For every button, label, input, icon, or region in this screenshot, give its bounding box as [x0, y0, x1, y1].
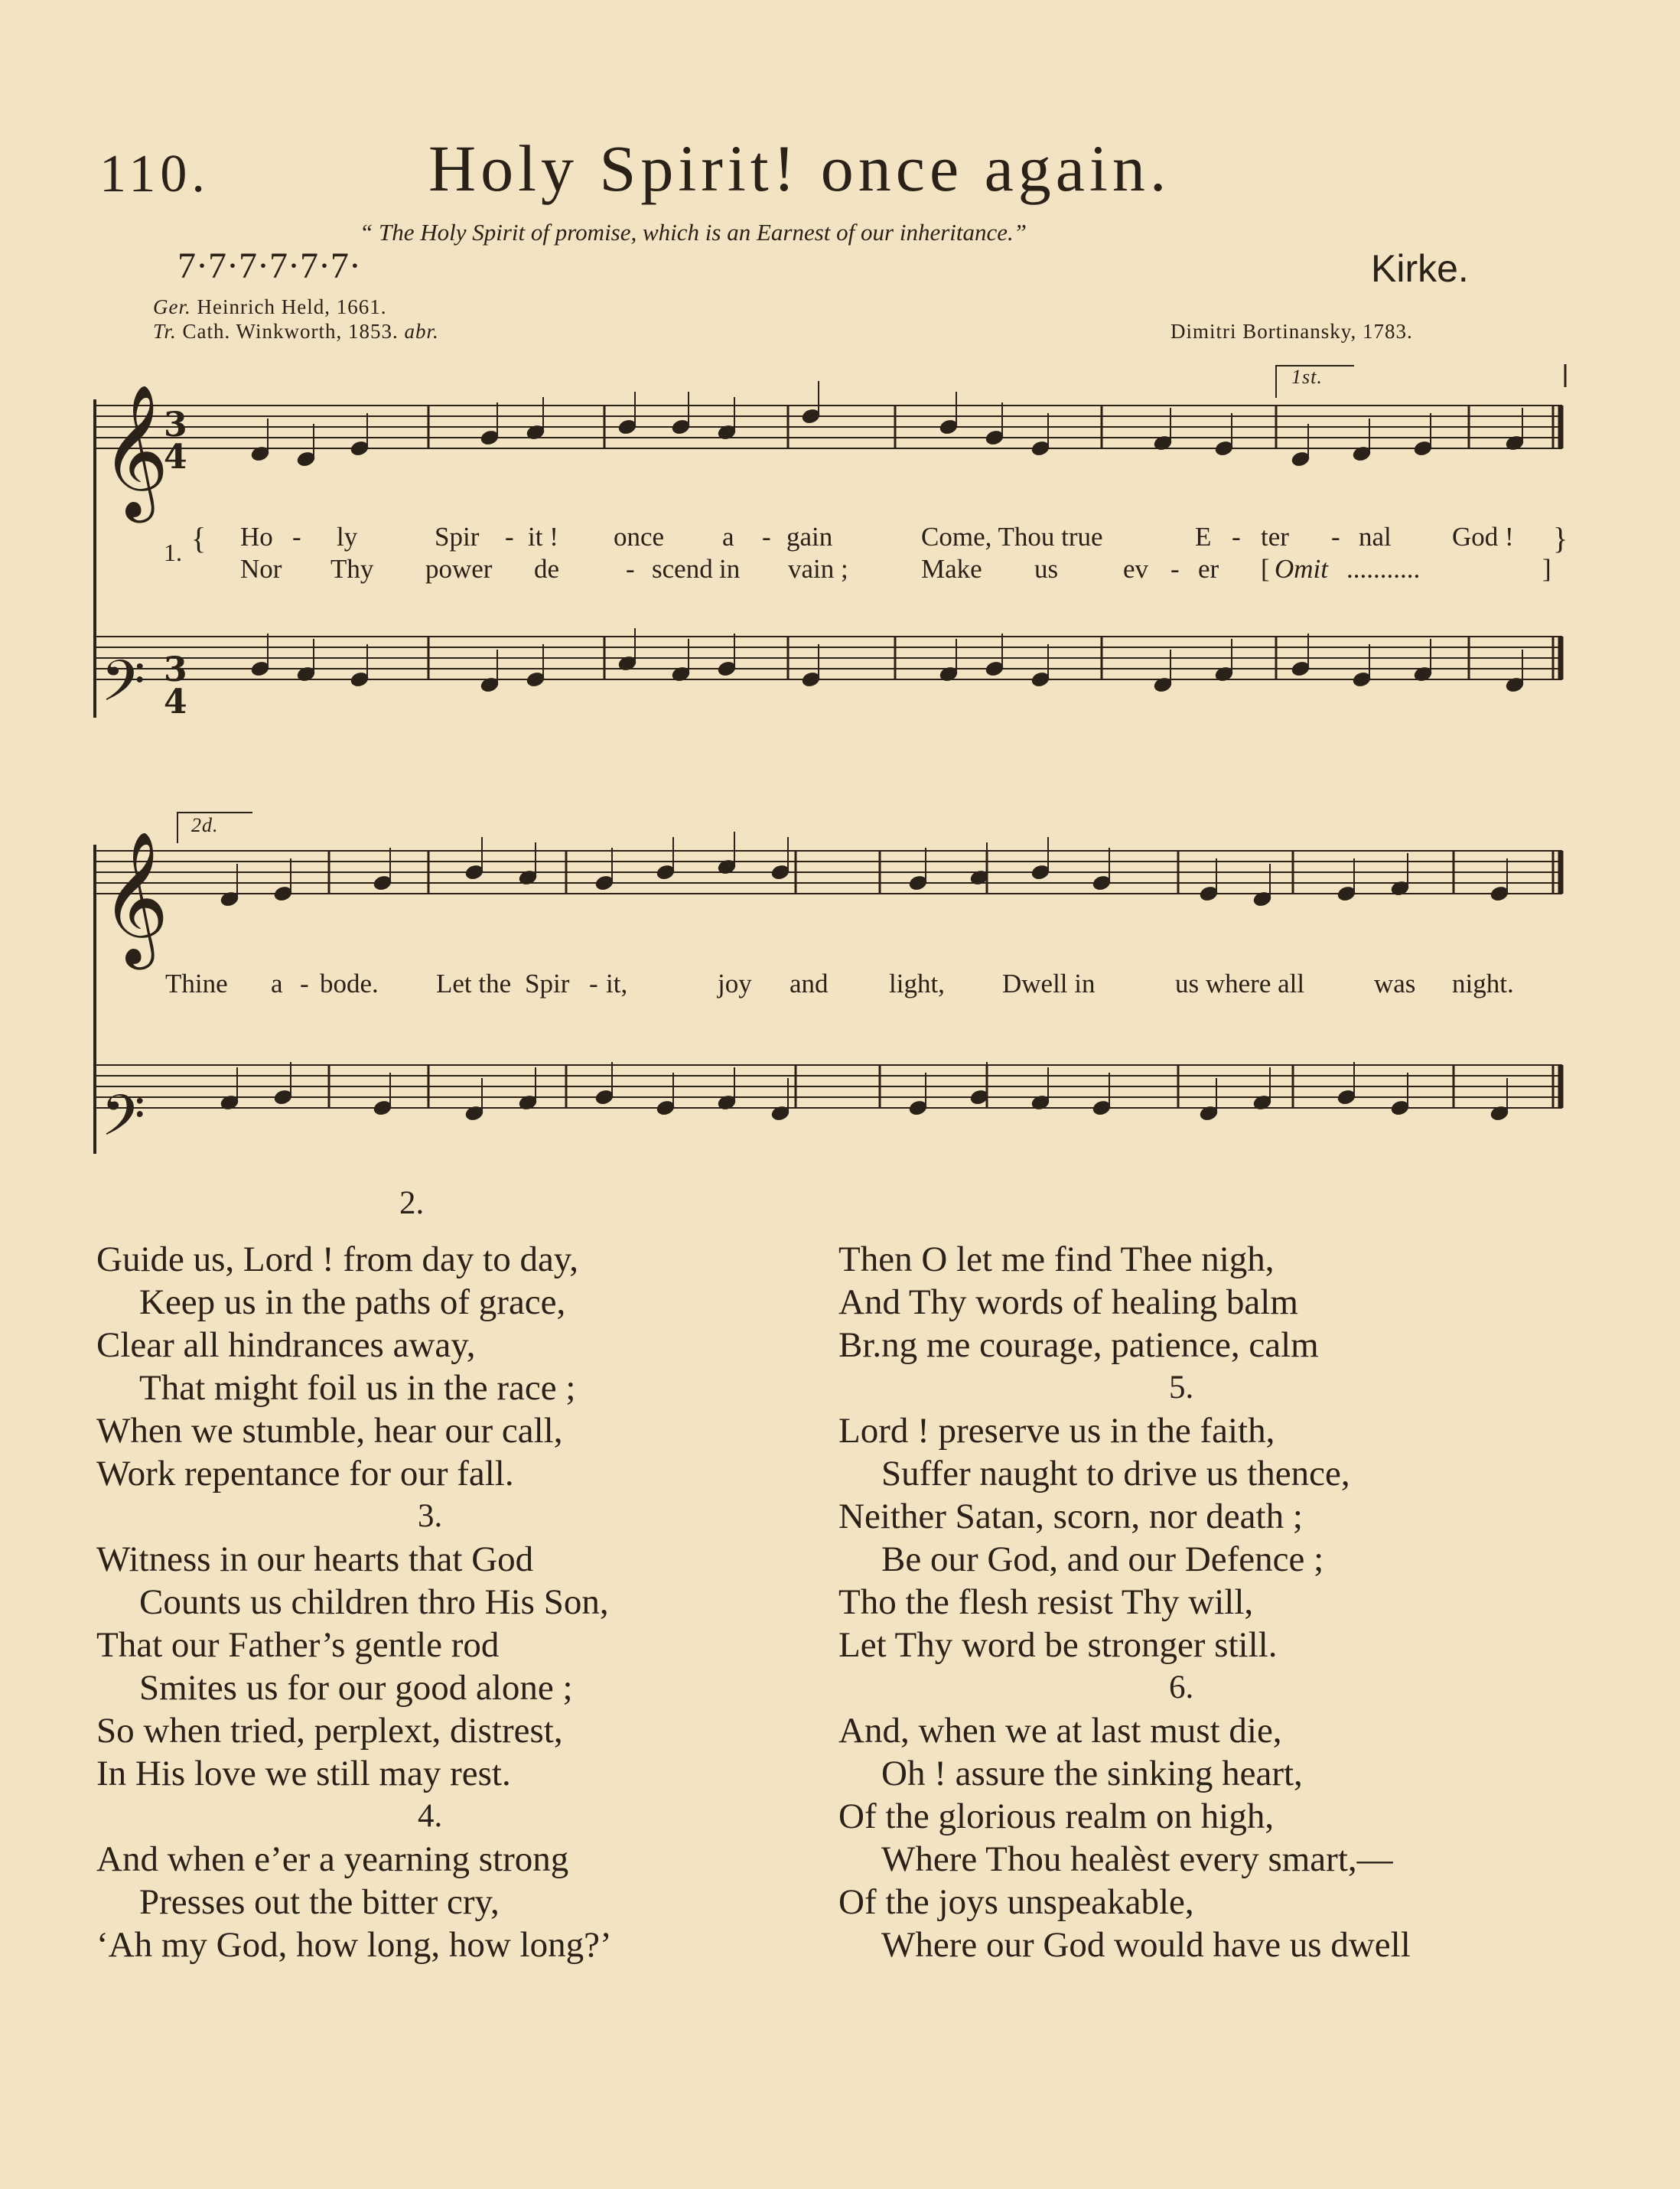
- tr-note: abr.: [404, 320, 439, 343]
- stanza-line: Witness in our hearts that God: [96, 1539, 534, 1579]
- barlines: [329, 406, 1561, 1108]
- lyric-syllable: night.: [1452, 969, 1514, 998]
- lyric-syllable: -: [505, 522, 514, 552]
- lyric-syllable: E: [1195, 522, 1212, 552]
- tune-name: Kirke.: [1371, 247, 1469, 290]
- lyric-syllable: power: [425, 554, 493, 584]
- notes: [220, 381, 1525, 1122]
- lyric-syllable: vain ;: [788, 554, 848, 584]
- stanza-line: Smites us for our good alone ;: [139, 1668, 573, 1708]
- stanza-line: Work repentance for our fall.: [96, 1454, 514, 1494]
- lyric-syllable: a: [271, 969, 283, 998]
- stanza-column-left: [96, 1238, 612, 1966]
- first-ending-label: 1st.: [1291, 366, 1323, 388]
- hymn-title: Holy Spirit! once again.: [428, 132, 1171, 205]
- treble-clef-icon: 𝄞: [101, 384, 169, 517]
- stanza-line: Lord ! preserve us in the faith,: [838, 1411, 1275, 1451]
- stanza-line: In His love we still may rest.: [96, 1754, 511, 1793]
- lyric-syllable: Make: [921, 554, 982, 584]
- lyric-syllable: Spir: [525, 969, 570, 998]
- lyric-syllable: us where all: [1175, 969, 1305, 998]
- lyric-syllable: de: [534, 554, 560, 584]
- lyric-syllable: ...........: [1346, 554, 1421, 584]
- ger-prefix: Ger.: [153, 295, 191, 318]
- lyric-syllable: -: [1331, 522, 1340, 552]
- stanza-line: Where our God would have us dwell: [881, 1925, 1411, 1965]
- lyric-syllable: [: [1261, 554, 1270, 584]
- stanza-line: Of the glorious realm on high,: [838, 1796, 1275, 1836]
- time-signature-bottom-4: 4: [164, 682, 187, 722]
- stanza-line: So when tried, perplext, distrest,: [96, 1711, 563, 1751]
- stanza-line: Let Thy word be stronger still.: [838, 1625, 1278, 1665]
- staff-lines: [96, 406, 1562, 1108]
- lyric-syllable: was: [1374, 969, 1416, 998]
- stanza-line: That our Father’s gentle rod: [96, 1625, 500, 1665]
- lyric-syllable: nal: [1359, 522, 1392, 552]
- stanza-line: Tho the flesh resist Thy will,: [838, 1582, 1254, 1622]
- clefs-and-signatures: [101, 384, 187, 1163]
- lyric-syllable: Ho: [240, 522, 273, 552]
- tr-author: Cath. Winkworth, 1853.: [182, 320, 399, 343]
- hymn-number: 110.: [99, 145, 210, 204]
- lyric-syllable: gain: [786, 522, 833, 552]
- bass-clef-icon-2: 𝄢: [101, 1083, 145, 1163]
- bass-clef-icon: 𝄢: [101, 648, 145, 728]
- treble-clef-icon-2: 𝄞: [101, 831, 169, 964]
- stanza-6-number: 6.: [1169, 1669, 1194, 1705]
- lyric-syllable: light,: [889, 969, 945, 998]
- stanza-line: Suffer naught to drive us thence,: [881, 1454, 1350, 1494]
- lyric-syllable: and: [790, 969, 829, 998]
- hymn-subtitle: “ The Holy Spirit of promise, which is an Earnest of our inheritance.”: [360, 219, 1027, 246]
- stanza-line: When we stumble, hear our call,: [96, 1411, 563, 1451]
- stanza-line: Be our God, and our Defence ;: [881, 1539, 1324, 1579]
- lyric-syllable: -: [626, 554, 635, 584]
- stanza-3-number: 3.: [418, 1498, 443, 1534]
- stanza-line: Counts us children thro His Son,: [139, 1582, 609, 1622]
- lyric-syllable: ]: [1542, 554, 1551, 584]
- lyric-syllable: Come, Thou true: [921, 522, 1103, 552]
- stanza-line: And, when we at last must die,: [838, 1711, 1282, 1751]
- stanza-line: Where Thou healèst every smart,—: [881, 1839, 1393, 1879]
- meter: 7·7·7·7·7·7·: [177, 246, 361, 286]
- brace-right-icon: }: [1553, 521, 1568, 555]
- time-signature-top-4: 4: [164, 438, 187, 477]
- stanza-line: Presses out the bitter cry,: [139, 1882, 500, 1922]
- lyric-syllable: ly: [337, 522, 358, 552]
- stanza-line: Keep us in the paths of grace,: [139, 1282, 566, 1322]
- stanza-line: That might foil us in the race ;: [139, 1368, 576, 1408]
- stanza-line: ‘Ah my God, how long, how long?’: [96, 1925, 612, 1965]
- lyric-syllable: -: [292, 522, 301, 552]
- lyric-syllable: -: [589, 969, 598, 998]
- stanza-line: Br.ng me courage, patience, calm: [838, 1325, 1319, 1365]
- stanza-line: And Thy words of healing balm: [838, 1282, 1298, 1322]
- lyric-syllable: scend: [652, 554, 713, 584]
- lyric-syllable: once: [614, 522, 665, 552]
- lyric-syllable: us: [1034, 554, 1059, 584]
- composer-credit: Dimitri Bortinansky, 1783.: [1170, 320, 1413, 343]
- lyric-syllable: joy: [718, 969, 752, 998]
- stanza-line: Guide us, Lord ! from day to day,: [96, 1239, 579, 1279]
- lyric-syllable: ev: [1123, 554, 1149, 584]
- stanza-column-right: [838, 1238, 1411, 1966]
- time-signature-top: 3: [164, 406, 187, 445]
- second-ending-label: 2d.: [191, 814, 219, 836]
- stanza-line: Then O let me find Thee nigh,: [838, 1239, 1275, 1279]
- stanza-line: And when e’er a yearning strong: [96, 1839, 569, 1879]
- lyric-syllable: Omit: [1275, 554, 1328, 584]
- lyric-syllable: it !: [528, 522, 558, 552]
- tr-prefix: Tr.: [153, 320, 177, 343]
- stanza-line: Neither Satan, scorn, nor death ;: [838, 1497, 1303, 1536]
- lyric-syllable: God !: [1452, 522, 1514, 552]
- lyric-syllable: ter: [1261, 522, 1289, 552]
- brace-left-icon: {: [191, 521, 207, 555]
- stanza-5-number: 5.: [1169, 1370, 1194, 1406]
- time-signature-bottom: 3: [164, 650, 187, 689]
- lyric-syllable: it,: [606, 969, 628, 998]
- lyric-syllable: Nor: [240, 554, 282, 584]
- lyric-syllable: -: [300, 969, 309, 998]
- stanza-line: Oh ! assure the sinking heart,: [881, 1754, 1303, 1793]
- stanza-4-number: 4.: [418, 1798, 443, 1834]
- ger-author: Heinrich Held, 1661.: [197, 295, 387, 318]
- lyric-syllable: a: [722, 522, 734, 552]
- lyric-syllable: Dwell in: [1002, 969, 1096, 998]
- lyric-syllable: in: [719, 554, 741, 584]
- lyric-syllable: Let the: [436, 969, 512, 998]
- lyric-syllable: -: [1232, 522, 1241, 552]
- lyric-syllable: Thy: [330, 554, 374, 584]
- lyric-syllable: -: [1170, 554, 1180, 584]
- lyric-syllable: Thine: [165, 969, 228, 998]
- lyric-syllable: bode.: [320, 969, 379, 998]
- stanza-2-number: 2.: [399, 1185, 425, 1221]
- lyric-syllable: -: [762, 522, 771, 552]
- verse-number: 1.: [164, 539, 182, 566]
- lyric-syllable: er: [1198, 554, 1219, 584]
- lyric-syllable: Spir: [435, 522, 480, 552]
- stanza-line: Of the joys unspeakable,: [838, 1882, 1194, 1922]
- stanza-line: Clear all hindrances away,: [96, 1325, 476, 1365]
